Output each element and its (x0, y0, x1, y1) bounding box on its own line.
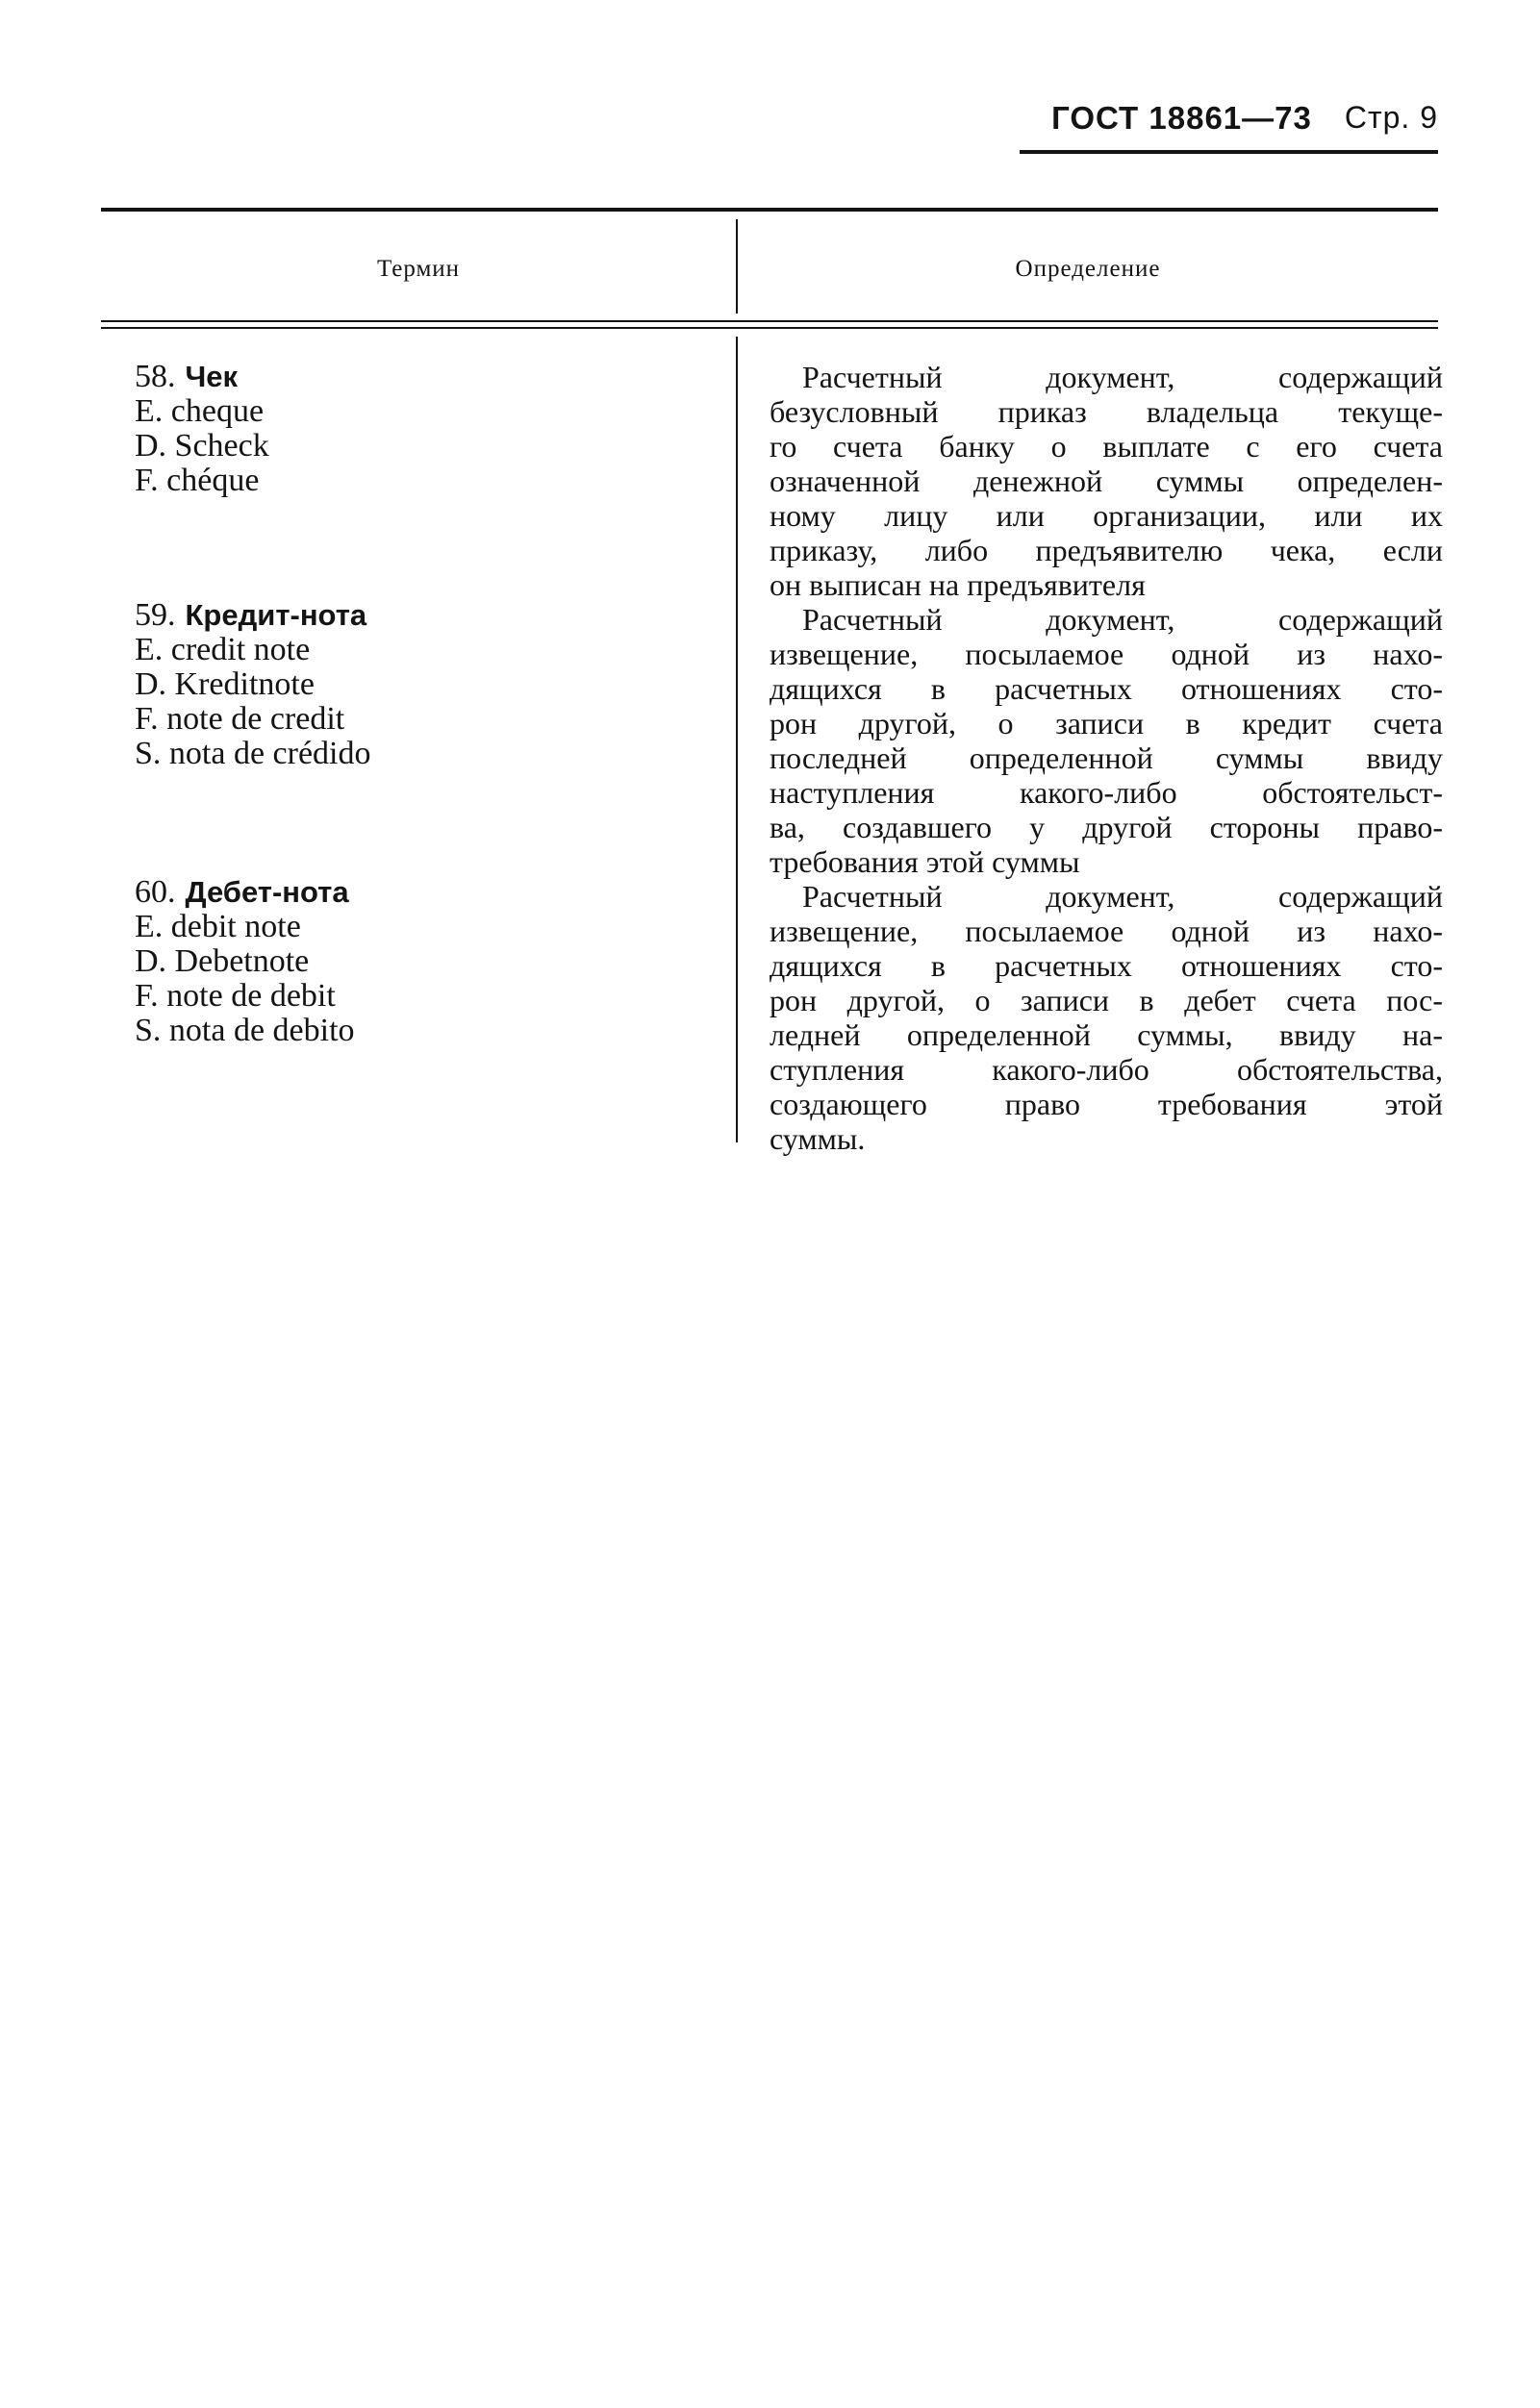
definition-line: го счета банку о выплате с его счета (770, 429, 1443, 464)
term-translation: F. note de credit (135, 701, 345, 737)
definition-line: дящихся в расчетных отношениях сто- (770, 671, 1443, 706)
definition-line: рон другой, о записи в кредит счета (770, 706, 1443, 740)
definition-line: он выписан на предъявителя (770, 567, 1146, 602)
header-bottom-rule (101, 320, 1438, 322)
term-translation: D. Debetnote (135, 943, 310, 979)
page-header (1020, 100, 1438, 154)
term-entry-60 (135, 875, 721, 1048)
definition-60 (770, 879, 1443, 1156)
body-column-divider (736, 337, 738, 1142)
definition-line: извещение, посылаемое одной из нахо- (770, 637, 1443, 671)
definition-line: требования этой суммы (770, 844, 1080, 879)
definition-line: Расчетный документ, содержащий (802, 360, 1443, 394)
term-heading (135, 360, 721, 394)
term-number: 60. (135, 874, 176, 910)
definition-line: создающего право требования этой (770, 1087, 1443, 1121)
term-translation: E. cheque (135, 393, 265, 429)
table-top-rule (101, 208, 1438, 212)
term-heading (135, 598, 721, 633)
definition-line: Расчетный документ, содержащий (802, 602, 1443, 637)
term-title: Кредит-нота (185, 598, 367, 632)
term-heading (135, 875, 721, 910)
term-translation: S. nota de crédido (135, 736, 371, 771)
definition-line: ступления какого-либо обстоятельства, (770, 1052, 1443, 1087)
definition-line: последней определенной суммы ввиду (770, 740, 1443, 775)
definition-59 (770, 602, 1443, 879)
column-header-term: Термин (376, 256, 461, 282)
definition-58 (770, 360, 1443, 602)
term-title: Чек (185, 360, 239, 393)
term-translation: F. chéque (135, 463, 260, 498)
definition-line: ва, создавшего у другой стороны право- (770, 810, 1443, 844)
column-header-definition: Определение (1015, 256, 1161, 282)
term-translation: E. debit note (135, 909, 301, 944)
definition-line: приказу, либо предъявителю чека, если (770, 533, 1443, 567)
definition-line: дящихся в расчетных отношениях сто- (770, 948, 1443, 983)
definition-line: ному лицу или организации, или их (770, 498, 1443, 533)
definition-line: ледней определенной суммы, ввиду на- (770, 1017, 1443, 1052)
term-title: Дебет-нота (185, 875, 349, 909)
definition-line: извещение, посылаемое одной из нахо- (770, 914, 1443, 948)
term-entry-58 (135, 360, 721, 498)
page-number: Стр. 9 (1344, 100, 1438, 135)
term-translation: D. Kreditnote (135, 666, 315, 702)
definition-line: суммы. (770, 1121, 866, 1156)
definition-line: означенной денежной суммы определен- (770, 464, 1443, 498)
definition-line: Расчетный документ, содержащий (802, 879, 1443, 914)
term-translation: E. credit note (135, 632, 311, 667)
term-translation: S. nota de debito (135, 1013, 355, 1048)
term-number: 59. (135, 597, 176, 633)
standard-number: ГОСТ 18861—73 (1051, 100, 1312, 136)
term-entry-59 (135, 598, 721, 771)
definition-line: рон другой, о записи в дебет счета пос- (770, 983, 1443, 1017)
term-number: 58. (135, 359, 176, 394)
term-translation: F. note de debit (135, 978, 336, 1014)
definition-line: наступления какого-либо обстоятельст- (770, 775, 1443, 810)
definition-line: безусловный приказ владельца текуще- (770, 394, 1443, 429)
header-bottom-rule-double (101, 327, 1438, 329)
term-translation: D. Scheck (135, 428, 269, 464)
